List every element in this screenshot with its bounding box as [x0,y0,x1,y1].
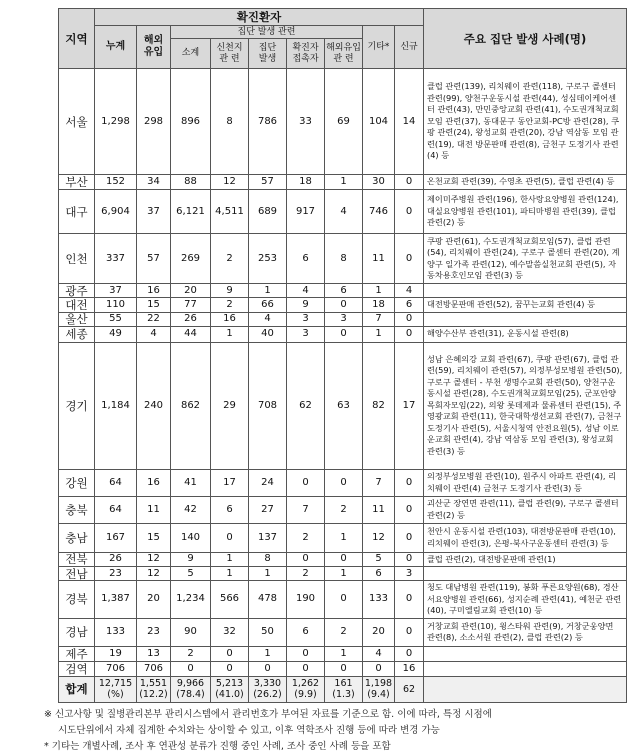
new-cell: 0 [395,175,424,190]
table-row [59,234,627,284]
total-group-cell: 3,330 (26.2) [249,676,287,702]
cases-cell: 제이미주병원 관련(196), 한사랑요양병원 관련(124), 대실요양병원 관련(101), 파티마병원 관련(39), 클럽 관련(2) 등 [424,190,627,234]
group-cell: 50 [249,618,287,646]
new-cell: 4 [395,284,424,298]
new-cell: 0 [395,581,424,619]
cases-cell: 해양수산부 관련(31), 운동시설 관련(8) [424,326,627,342]
total-cell: 55 [95,312,137,326]
overseas-related-cell: 69 [325,69,363,175]
header-group: 집단 발생 [249,39,287,69]
cases-cell: 성남 은혜의강 교회 관련(67), 쿠팡 관련(67), 클럽 관련(59), 리치웨이 관련(57), 의정부성모병원 관련(50), 구로구 콜센터 - 부천 생명수교회 관련(50), 양천구운동시설 관련(28), 수도권개척교회모임(25), 군포안양목회자모임(22), 의왕 롯데제과 물류센터 관련(15), 주영광교회 관련(11), 한국대학생선교회 관련(7), 금천구 도정기사 관련(5), 서울시청역 안전요원(5), 성남 이로운교회 관련(4), 강남 역삼동 모임 관련(3), 왕성교회 관련(3) 등 [424,342,627,469]
overseas-related-cell: 3 [325,312,363,326]
header-overseas-related: 해외유입 관 련 [325,39,363,69]
overseas-cell: 12 [137,567,171,581]
cases-cell: 대전방문판매 관련(52), 꿈꾸는교회 관련(4) 등 [424,298,627,313]
new-cell: 14 [395,69,424,175]
region-cell: 제주 [59,646,95,661]
group-cell: 1 [249,284,287,298]
shincheonji-cell: 9 [211,284,249,298]
total-region-cell: 합계 [59,676,95,702]
region-cell: 강원 [59,469,95,496]
shincheonji-cell: 1 [211,326,249,342]
overseas-related-cell: 1 [325,646,363,661]
total-cell: 1,184 [95,342,137,469]
header-other: 기타* [363,26,395,69]
table-row [59,342,627,469]
subtotal-cell: 0 [171,661,211,676]
overseas-cell: 4 [137,326,171,342]
other-cell: 1 [363,326,395,342]
region-cell: 광주 [59,284,95,298]
region-cell: 전남 [59,567,95,581]
overseas-related-cell: 63 [325,342,363,469]
overseas-related-cell: 4 [325,190,363,234]
total-cell: 19 [95,646,137,661]
subtotal-cell: 2 [171,646,211,661]
region-cell: 서울 [59,69,95,175]
header-total: 누계 [95,26,137,69]
group-cell: 66 [249,298,287,313]
other-cell: 6 [363,567,395,581]
new-cell: 16 [395,661,424,676]
cases-cell: 의정부성모병원 관련(10), 원주시 아파트 관련(4), 리치웨이 관련(4) 금천구 도정기사 관련(3) 등 [424,469,627,496]
region-cell: 충남 [59,523,95,552]
table-row [59,298,627,313]
contact-cell: 33 [287,69,325,175]
table-row [59,190,627,234]
cases-cell [424,284,627,298]
shincheonji-cell: 4,511 [211,190,249,234]
overseas-cell: 57 [137,234,171,284]
contact-cell: 917 [287,190,325,234]
other-cell: 7 [363,312,395,326]
overseas-cell: 11 [137,496,171,523]
overseas-related-cell: 2 [325,618,363,646]
shincheonji-cell: 1 [211,552,249,567]
total-cell: 26 [95,552,137,567]
group-cell: 1 [249,646,287,661]
subtotal-cell: 41 [171,469,211,496]
contact-cell: 6 [287,234,325,284]
other-cell: 12 [363,523,395,552]
contact-cell: 0 [287,552,325,567]
new-cell: 0 [395,552,424,567]
total-cell: 64 [95,469,137,496]
shincheonji-cell: 1 [211,567,249,581]
overseas-related-cell: 8 [325,234,363,284]
total-row [59,676,627,702]
other-cell: 11 [363,496,395,523]
contact-cell: 4 [287,284,325,298]
overseas-cell: 22 [137,312,171,326]
total-contact-cell: 1,262 (9.9) [287,676,325,702]
header-subtotal: 소계 [171,39,211,69]
total-other-cell: 1,198 (9.4) [363,676,395,702]
note-1a: ※ 신고사항 및 질병관리본부 관리시스템에서 관리번호가 부여된 자료를 기준으로 함. 이에 따라, 특정 시점에 [44,708,492,720]
new-cell: 0 [395,496,424,523]
header-overseas: 해외 유입 [137,26,171,69]
table-row [59,69,627,175]
group-cell: 27 [249,496,287,523]
region-cell: 세종 [59,326,95,342]
contact-cell: 7 [287,496,325,523]
subtotal-cell: 20 [171,284,211,298]
overseas-cell: 23 [137,618,171,646]
overseas-related-cell: 1 [325,523,363,552]
group-cell: 0 [249,661,287,676]
other-cell: 18 [363,298,395,313]
contact-cell: 6 [287,618,325,646]
cases-cell: 클럽 관련(2), 대전방문판매 관련(1) [424,552,627,567]
table-row [59,496,627,523]
header-region: 지역 [59,9,95,69]
shincheonji-cell: 8 [211,69,249,175]
region-cell: 충북 [59,496,95,523]
cases-cell [424,646,627,661]
contact-cell: 62 [287,342,325,469]
contact-cell: 9 [287,298,325,313]
table-row [59,469,627,496]
region-cell: 대전 [59,298,95,313]
group-cell: 786 [249,69,287,175]
overseas-cell: 37 [137,190,171,234]
total-overseas-cell: 1,551 (12.2) [137,676,171,702]
cases-cell: 쿠팡 관련(61), 수도권개척교회모임(57), 클럽 관련(54), 리치웨이 관련(24), 구로구 콜센터 관련(20), 계양구 일가족 관련(12), 예수말씀실천교회 관련(5), 자동차용호인모임 관련(3) 등 [424,234,627,284]
region-cell: 울산 [59,312,95,326]
other-cell: 0 [363,661,395,676]
contact-cell: 2 [287,523,325,552]
table-row [59,661,627,676]
total-cell: 706 [95,661,137,676]
group-cell: 478 [249,581,287,619]
shincheonji-cell: 0 [211,646,249,661]
total-cell: 49 [95,326,137,342]
group-cell: 253 [249,234,287,284]
header-cluster: 집단 발생 관련 [171,26,363,39]
shincheonji-cell: 2 [211,234,249,284]
cases-cell: 클럽 관련(139), 리치웨이 관련(118), 구로구 콜센터 관련(99), 양천구운동시설 관련(44), 성심데이케어센터 관련(43), 만민중앙교회 관련(41), 수도권개척교회모임 관련(37), 동대문구 동안교회-PC방 관련(28), 쿠팡 관련(24), 왕성교회 관련(20), 강남 역삼동 모임 관련(19), 대전 방문판매 관련(8), 금천구 도정기사 관련(4) 등 [424,69,627,175]
region-cell: 전북 [59,552,95,567]
subtotal-cell: 42 [171,496,211,523]
overseas-related-cell: 1 [325,175,363,190]
new-cell: 0 [395,618,424,646]
contact-cell: 0 [287,646,325,661]
overseas-cell: 12 [137,552,171,567]
header-shincheonji: 신천지 관 련 [211,39,249,69]
subtotal-cell: 88 [171,175,211,190]
confirmed-cases-table [58,8,627,703]
total-cell: 1,387 [95,581,137,619]
table-row [59,552,627,567]
group-cell: 689 [249,190,287,234]
overseas-cell: 298 [137,69,171,175]
region-cell: 검역 [59,661,95,676]
subtotal-cell: 862 [171,342,211,469]
shincheonji-cell: 17 [211,469,249,496]
table-row [59,312,627,326]
subtotal-cell: 9 [171,552,211,567]
group-cell: 24 [249,469,287,496]
region-cell: 경남 [59,618,95,646]
region-cell: 경북 [59,581,95,619]
contact-cell: 0 [287,661,325,676]
contact-cell: 190 [287,581,325,619]
group-cell: 708 [249,342,287,469]
overseas-cell: 13 [137,646,171,661]
region-cell: 인천 [59,234,95,284]
overseas-cell: 16 [137,284,171,298]
overseas-cell: 16 [137,469,171,496]
total-cell: 337 [95,234,137,284]
overseas-related-cell: 0 [325,326,363,342]
table-row [59,567,627,581]
total-cell: 110 [95,298,137,313]
overseas-related-cell: 1 [325,567,363,581]
total-cell: 6,904 [95,190,137,234]
overseas-related-cell: 2 [325,496,363,523]
table-row [59,284,627,298]
shincheonji-cell: 566 [211,581,249,619]
total-subtotal-cell: 9,966 (78.4) [171,676,211,702]
shincheonji-cell: 29 [211,342,249,469]
new-cell: 6 [395,298,424,313]
footnotes [44,707,624,755]
subtotal-cell: 44 [171,326,211,342]
overseas-related-cell: 6 [325,284,363,298]
note-1b: 시도단위에서 자체 집계한 수치와는 상이할 수 있고, 이후 역학조사 진행 등에 따라 변경 가능 [58,724,440,736]
total-cell: 167 [95,523,137,552]
total-shincheonji-cell: 5,213 (41.0) [211,676,249,702]
shincheonji-cell: 0 [211,523,249,552]
header-new: 신규 [395,26,424,69]
new-cell: 3 [395,567,424,581]
subtotal-cell: 90 [171,618,211,646]
total-cell: 152 [95,175,137,190]
note-2: * 기타는 개별사례, 조사 후 연관성 분류가 진행 중인 사례, 조사 중인 사례 등을 포함 [44,740,391,752]
overseas-cell: 240 [137,342,171,469]
shincheonji-cell: 0 [211,661,249,676]
overseas-related-cell: 0 [325,661,363,676]
cases-cell [424,661,627,676]
group-cell: 137 [249,523,287,552]
group-cell: 8 [249,552,287,567]
table-row [59,175,627,190]
total-cell: 64 [95,496,137,523]
other-cell: 11 [363,234,395,284]
contact-cell: 2 [287,567,325,581]
region-cell: 부산 [59,175,95,190]
table-row [59,523,627,552]
shincheonji-cell: 32 [211,618,249,646]
shincheonji-cell: 2 [211,298,249,313]
header-cases: 주요 집단 발생 사례(명) [424,9,627,69]
total-new-cell: 62 [395,676,424,702]
table-row [59,581,627,619]
cases-cell: 천안시 운동시설 관련(103), 대전방문판매 관련(10), 리치웨이 관련(3), 은평-북사구운동센터 관련(3) 등 [424,523,627,552]
overseas-cell: 706 [137,661,171,676]
contact-cell: 3 [287,326,325,342]
shincheonji-cell: 12 [211,175,249,190]
other-cell: 30 [363,175,395,190]
header-contact: 확진자 접촉자 [287,39,325,69]
cases-cell: 거창교회 관련(10), 윙스타워 관련(9), 거창군웅양면 관련(8), 소소서원 관련(2), 클럽 관련(2) 등 [424,618,627,646]
new-cell: 0 [395,326,424,342]
total-cell: 23 [95,567,137,581]
other-cell: 5 [363,552,395,567]
subtotal-cell: 77 [171,298,211,313]
cases-cell: 괴산군 장연면 관련(11), 클럽 관련(9), 구로구 콜센터 관련(2) 등 [424,496,627,523]
subtotal-cell: 1,234 [171,581,211,619]
group-cell: 1 [249,567,287,581]
total-total-cell: 12,715 (%) [95,676,137,702]
table-container [44,8,626,755]
total-overseas-related-cell: 161 (1.3) [325,676,363,702]
contact-cell: 3 [287,312,325,326]
total-cases-cell [424,676,627,702]
new-cell: 17 [395,342,424,469]
cases-cell: 청도 대남병원 관련(119), 봉화 푸른요양원(68), 경산 서요양병원 관련(66), 성지순례 관련(41), 예천군 관련(40), 구미엘림교회 관련(10) 등 [424,581,627,619]
overseas-cell: 15 [137,298,171,313]
contact-cell: 18 [287,175,325,190]
group-cell: 57 [249,175,287,190]
total-cell: 133 [95,618,137,646]
region-cell: 경기 [59,342,95,469]
new-cell: 0 [395,190,424,234]
other-cell: 82 [363,342,395,469]
other-cell: 133 [363,581,395,619]
overseas-cell: 15 [137,523,171,552]
other-cell: 104 [363,69,395,175]
overseas-related-cell: 0 [325,469,363,496]
overseas-related-cell: 0 [325,552,363,567]
subtotal-cell: 26 [171,312,211,326]
overseas-cell: 20 [137,581,171,619]
new-cell: 0 [395,469,424,496]
other-cell: 746 [363,190,395,234]
table-row [59,618,627,646]
group-cell: 40 [249,326,287,342]
new-cell: 0 [395,523,424,552]
overseas-related-cell: 0 [325,298,363,313]
total-cell: 1,298 [95,69,137,175]
group-cell: 4 [249,312,287,326]
cases-cell [424,312,627,326]
overseas-cell: 34 [137,175,171,190]
other-cell: 20 [363,618,395,646]
total-cell: 37 [95,284,137,298]
region-cell: 대구 [59,190,95,234]
header-confirmed: 확진환자 [95,9,424,26]
overseas-related-cell: 0 [325,581,363,619]
cases-cell: 온천교회 관련(39), 수영초 관련(5), 클럽 관련(4) 등 [424,175,627,190]
shincheonji-cell: 16 [211,312,249,326]
cases-cell [424,567,627,581]
new-cell: 0 [395,312,424,326]
other-cell: 7 [363,469,395,496]
contact-cell: 0 [287,469,325,496]
subtotal-cell: 5 [171,567,211,581]
subtotal-cell: 6,121 [171,190,211,234]
other-cell: 4 [363,646,395,661]
subtotal-cell: 269 [171,234,211,284]
other-cell: 1 [363,284,395,298]
subtotal-cell: 140 [171,523,211,552]
subtotal-cell: 896 [171,69,211,175]
table-row [59,646,627,661]
shincheonji-cell: 6 [211,496,249,523]
table-row [59,326,627,342]
table-body [59,69,627,703]
new-cell: 0 [395,646,424,661]
new-cell: 0 [395,234,424,284]
